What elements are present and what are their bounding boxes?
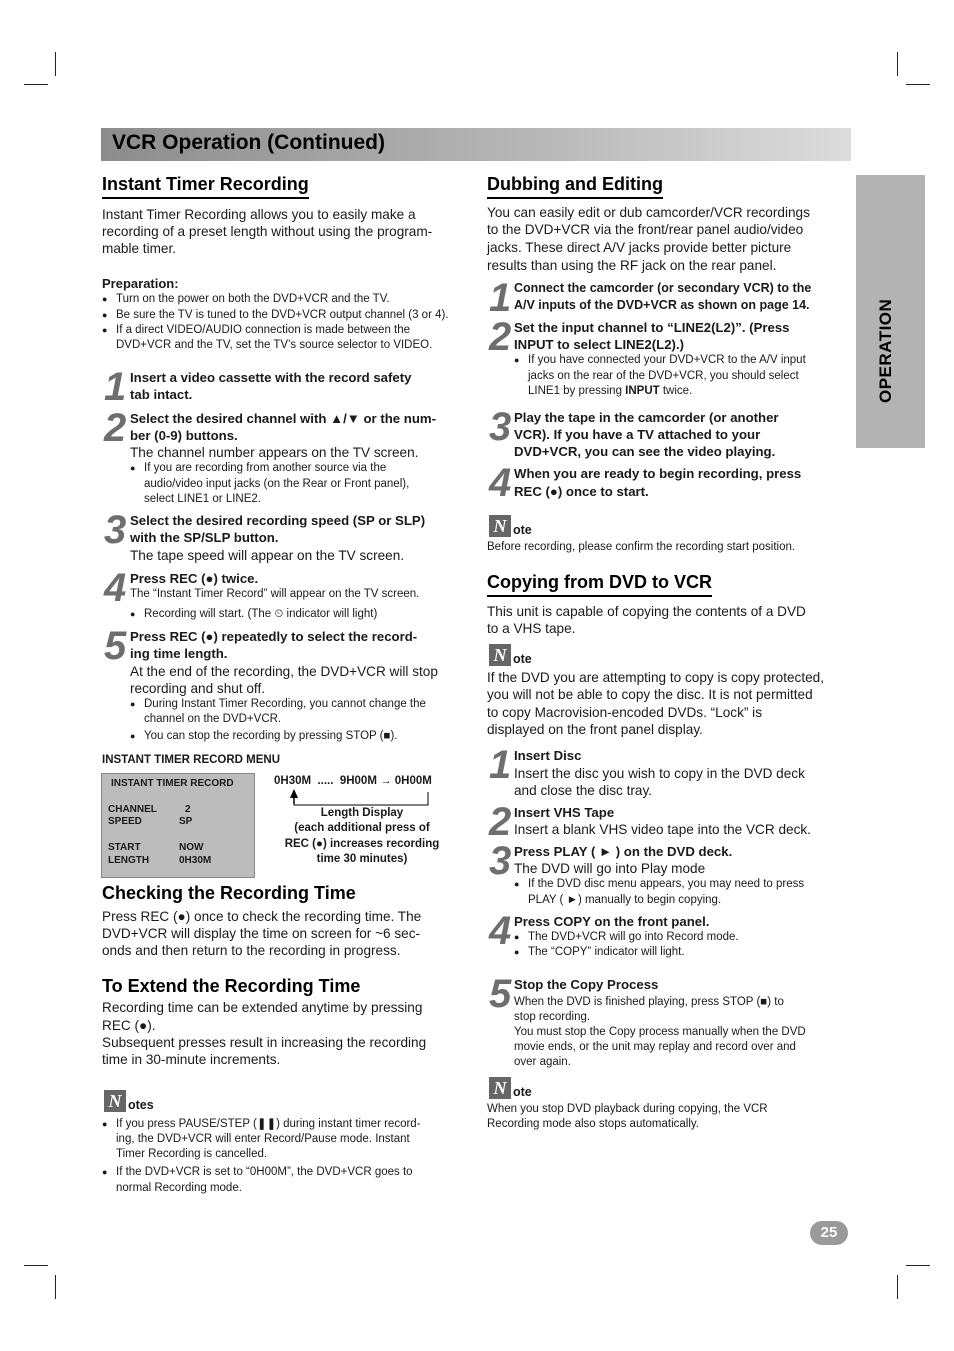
step-text: Insert the disc you wish to copy in the DVD deck	[514, 766, 805, 781]
instant-intro-2: recording of a preset length without using the program-	[102, 224, 433, 239]
step-bullet: ● Recording will start. (The ⏲ indicator will light)	[130, 607, 377, 622]
step-title: Press PLAY ( ► ) on the DVD deck.	[514, 844, 733, 859]
step-title: Stop the Copy Process	[514, 977, 659, 992]
step-text: Insert a blank VHS video tape into the VCR deck.	[514, 822, 811, 837]
side-tab	[856, 175, 925, 448]
step-title: Set the input channel to “LINE2(L2)”. (Press	[514, 320, 790, 335]
menu-label: SPEED	[108, 816, 142, 827]
extend-text: REC (●).	[102, 1018, 156, 1033]
side-tab-label: OPERATION	[876, 298, 895, 403]
copying-note: displayed on the front panel display.	[487, 722, 703, 737]
step-number: 2	[489, 315, 512, 359]
text: LINE1 by pressing	[528, 385, 626, 397]
step-text: The DVD will go into Play mode	[514, 861, 706, 876]
prep-item: ● Turn on the power on both the DVD+VCR and the TV.	[102, 292, 390, 307]
step-text: The “Instant Timer Record” will appear on the TV screen.	[130, 588, 420, 600]
prep-item: ● Be sure the TV is tuned to the DVD+VCR output channel (3 or 4).	[102, 308, 449, 323]
step-title: DVD+VCR, you can see the video playing.	[514, 444, 776, 459]
menu-value: 0H30M	[179, 855, 212, 866]
step-text: and close the disc tray.	[514, 783, 653, 798]
length-display-note: REC (●) increases recording	[284, 838, 440, 850]
checking-text: Press REC (●) once to check the recording time. The	[102, 909, 422, 924]
step-title: Insert a video cassette with the record safety	[130, 370, 412, 385]
step-text: At the end of the recording, the DVD+VCR will stop	[130, 664, 438, 679]
length-display-note: (each additional press of	[294, 822, 430, 834]
step-number: 1	[489, 276, 512, 320]
step-bullet-cont: audio/video input jacks (on the Rear or Front panel),	[144, 478, 410, 490]
heading-dubbing: Dubbing and Editing	[487, 174, 663, 199]
copying-note: you will not be able to copy the disc. It is not permitted	[487, 687, 813, 702]
step-text: You must stop the Copy process manually when the DVD	[514, 1026, 806, 1038]
crop-mark	[24, 1265, 48, 1266]
step-text: The tape speed will appear on the TV screen.	[130, 548, 405, 563]
length-sequence: 0H30M ..... 9H00M → 0H00M	[274, 775, 432, 787]
extend-text: Recording time can be extended anytime by pressing	[102, 1000, 423, 1015]
note-text: Before recording, please confirm the recording start position.	[487, 541, 796, 553]
step-number: 3	[489, 839, 512, 883]
step-bullet-cont	[528, 384, 692, 399]
section-banner	[101, 128, 851, 161]
step-number: 4	[489, 461, 512, 505]
length-display-note: time 30 minutes)	[316, 853, 408, 865]
menu-label: LENGTH	[108, 855, 150, 866]
note-text: When you stop DVD playback during copying, the VCR	[487, 1103, 768, 1115]
crop-mark	[897, 1275, 898, 1299]
step-number: 2	[104, 406, 127, 450]
note-bullet-cont: normal Recording mode.	[116, 1182, 242, 1194]
step-title: Insert Disc	[514, 748, 582, 763]
copying-text: to a VHS tape.	[487, 621, 576, 636]
note-icon: N	[104, 1090, 126, 1112]
note-bullet: ● If the DVD+VCR is set to “0H00M”, the DVD+VCR goes to	[102, 1165, 413, 1180]
extend-text: time in 30-minute increments.	[102, 1052, 281, 1067]
step-text: stop recording.	[514, 1011, 591, 1023]
step-title: Press COPY on the front panel.	[514, 914, 710, 929]
step-number: 1	[104, 365, 127, 409]
checking-text: onds and then return to the recording in progress.	[102, 943, 401, 958]
heading-extend: To Extend the Recording Time	[102, 976, 361, 996]
copying-text: This unit is capable of copying the contents of a DVD	[487, 604, 806, 619]
step-title: When you are ready to begin recording, press	[514, 466, 802, 481]
dubbing-text: to the DVD+VCR via the front/rear panel audio/video	[487, 222, 804, 237]
crop-mark	[55, 52, 56, 76]
note-text: Recording mode also stops automatically.	[487, 1118, 700, 1130]
menu-title: INSTANT TIMER RECORD	[111, 778, 234, 789]
note-label: ote	[513, 523, 532, 537]
step-text: movie ends, or the unit may replay and record over and	[514, 1041, 796, 1053]
step-text: When the DVD is finished playing, press STOP (■) to	[514, 996, 784, 1008]
step-bullet: ● The “COPY” indicator will light.	[514, 945, 685, 960]
menu-label: CHANNEL	[108, 804, 157, 815]
step-title: Press REC (●) twice.	[130, 571, 259, 586]
note-label: ote	[513, 1085, 532, 1099]
step-title: Connect the camcorder (or secondary VCR) to the	[514, 281, 812, 295]
step-title: Select the desired recording speed (SP or SLP)	[130, 513, 426, 528]
step-title: with the SP/SLP button.	[130, 530, 279, 545]
step-number: 3	[489, 405, 512, 449]
menu-label: START	[108, 842, 141, 853]
step-bullet: ● If the DVD disc menu appears, you may need to press	[514, 877, 804, 892]
dubbing-text: results than using the RF jack on the rear panel.	[487, 258, 777, 273]
page-title: VCR Operation (Continued)	[112, 131, 385, 154]
instant-intro-1: Instant Timer Recording allows you to easily make a	[102, 207, 416, 222]
step-bullet: ● If you have connected your DVD+VCR to the A/V input	[514, 353, 806, 368]
prep-item: ● If a direct VIDEO/AUDIO connection is made between the	[102, 323, 410, 338]
menu-heading: INSTANT TIMER RECORD MENU	[102, 754, 281, 766]
step-text: The channel number appears on the TV screen.	[130, 445, 419, 460]
timer-menu-screen	[101, 773, 255, 878]
step-bullet-cont: PLAY ( ►) manually to begin copying.	[528, 894, 722, 906]
text: twice.	[659, 385, 693, 397]
step-title: ber (0-9) buttons.	[130, 428, 238, 443]
instant-intro-3: mable timer.	[102, 241, 177, 256]
crop-mark	[906, 84, 930, 85]
heading-instant-timer: Instant Timer Recording	[102, 174, 309, 199]
step-number: 5	[104, 624, 127, 668]
checking-text: DVD+VCR will display the time on screen for ~6 sec-	[102, 926, 421, 941]
copying-note: to copy Macrovision-encoded DVDs. “Lock” is	[487, 705, 763, 720]
step-number: 4	[489, 909, 512, 953]
length-display-label: Length Display	[320, 807, 404, 819]
note-label: ote	[513, 652, 532, 666]
heading-checking: Checking the Recording Time	[102, 883, 356, 903]
step-title: Play the tape in the camcorder (or another	[514, 410, 779, 425]
step-title: INPUT to select LINE2(L2).)	[514, 337, 684, 352]
step-bullet-cont: channel on the DVD+VCR.	[144, 713, 282, 725]
note-icon: N	[489, 515, 511, 537]
crop-mark	[897, 52, 898, 76]
heading-copying: Copying from DVD to VCR	[487, 572, 712, 597]
prep-item-cont: DVD+VCR and the TV, set the TV’s source selector to VIDEO.	[116, 339, 433, 351]
step-title: A/V inputs of the DVD+VCR as shown on page 14.	[514, 298, 810, 312]
crop-mark	[906, 1265, 930, 1266]
note-bullet: ● If you press PAUSE/STEP (❚❚) during instant timer record-	[102, 1117, 421, 1132]
preparation-label: Preparation:	[102, 276, 179, 291]
step-bullet: ● If you are recording from another source via the	[130, 461, 386, 476]
note-bullet-cont: ing, the DVD+VCR will enter Record/Pause mode. Instant	[116, 1133, 410, 1145]
notes-label: otes	[128, 1098, 154, 1112]
length-cycle-arrow	[286, 788, 436, 806]
note-icon: N	[489, 1077, 511, 1099]
step-title: Insert VHS Tape	[514, 805, 615, 820]
menu-value: 2	[185, 804, 191, 815]
menu-value: SP	[179, 816, 193, 827]
step-title: REC (●) once to start.	[514, 484, 649, 499]
step-bullet-cont: select LINE1 or LINE2.	[144, 493, 261, 505]
crop-mark	[55, 1275, 56, 1299]
page-number: 25	[810, 1221, 848, 1245]
step-text: over again.	[514, 1056, 571, 1068]
extend-text: Subsequent presses result in increasing the recording	[102, 1035, 427, 1050]
step-title: tab intact.	[130, 387, 193, 402]
step-text: recording and shut off.	[130, 681, 266, 696]
step-number: 2	[489, 800, 512, 844]
step-number: 4	[104, 566, 127, 610]
note-icon: N	[489, 644, 511, 666]
step-bullet-cont: jacks on the rear of the DVD+VCR, you should select	[528, 370, 799, 382]
step-bullet: ● During Instant Timer Recording, you cannot change the	[130, 697, 426, 712]
dubbing-text: jacks. These direct A/V jacks provide better picture	[487, 240, 792, 255]
step-bullet: ● You can stop the recording by pressing STOP (■).	[130, 729, 397, 744]
dubbing-text: You can easily edit or dub camcorder/VCR recordings	[487, 205, 810, 220]
crop-mark	[24, 84, 48, 85]
step-number: 5	[489, 972, 512, 1016]
step-title: VCR). If you have a TV attached to your	[514, 427, 761, 442]
copying-note: If the DVD you are attempting to copy is copy protected,	[487, 670, 824, 685]
step-number: 3	[104, 508, 127, 552]
note-bullet-cont: Timer Recording is cancelled.	[116, 1148, 268, 1160]
menu-value: NOW	[179, 842, 204, 853]
step-title: ing time length.	[130, 646, 228, 661]
button-ref: INPUT	[625, 385, 660, 397]
step-title: Select the desired channel with ▲/▼ or the num-	[130, 411, 437, 426]
step-number: 1	[489, 743, 512, 787]
step-bullet: ● The DVD+VCR will go into Record mode.	[514, 930, 739, 945]
step-title: Press REC (●) repeatedly to select the record-	[130, 629, 418, 644]
